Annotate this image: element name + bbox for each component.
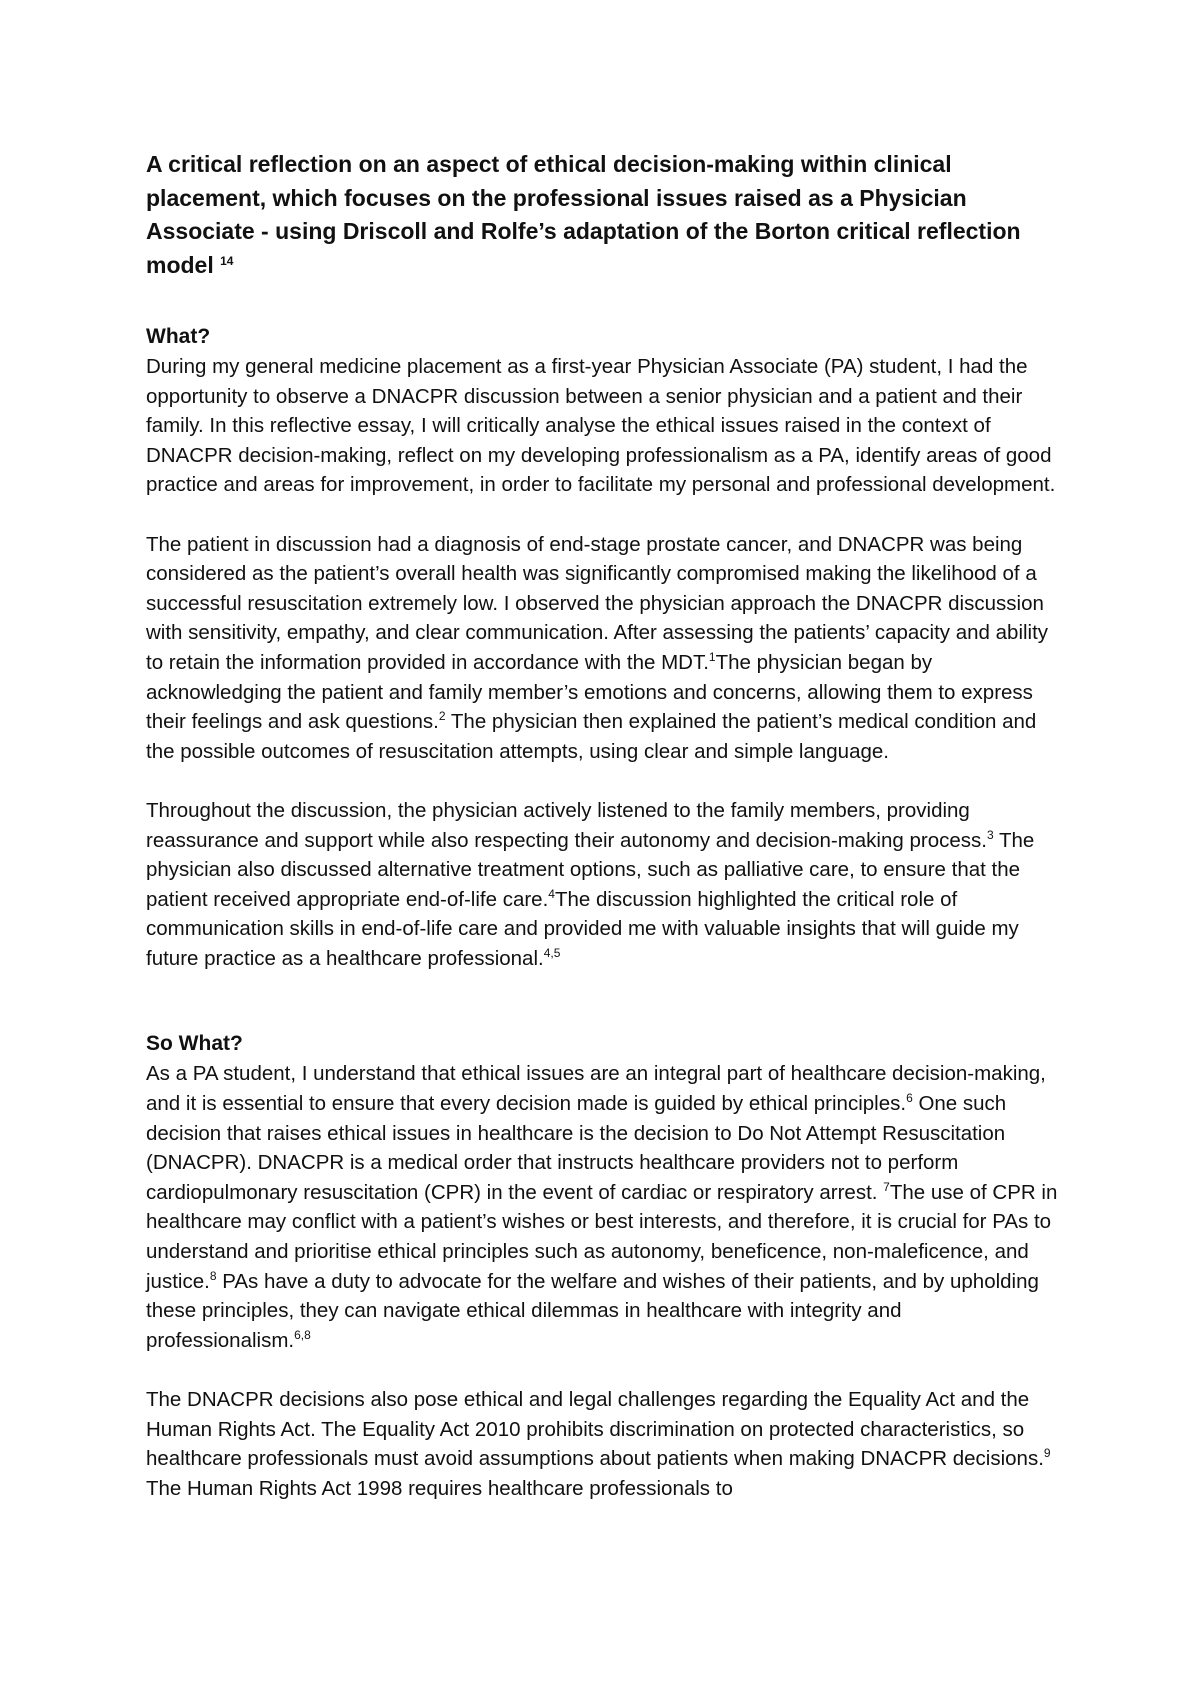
body-paragraph	[146, 530, 1070, 767]
paragraph-text: During my general medicine placement as a first-year Physician Associate (PA) student, I had the opportunity to observe a DNACPR discussion between a senior physician and a patient and their family. In this reflective essay, I will critically analyse the ethical issues raised in the context of DNACPR decision-making, reflect on my developing professionalism as a PA, identify areas of good practice and areas for improvement, in order to facilitate my personal and professional development.	[146, 355, 1056, 497]
section-heading: So What?	[146, 1032, 243, 1056]
paragraph-text: The DNACPR decisions also pose ethical and legal challenges regarding the Equality Act and the Human Rights Act. The Equality Act 2010 prohibits discrimination on protected characteristics, so healthcare professionals must avoid assumptions about patients when making DNACPR decisions.	[146, 1388, 1044, 1471]
reference-superscript: 7	[883, 1179, 890, 1194]
paragraph-text: The patient in discussion had a diagnosis of end-stage prostate cancer, and DNACPR was being considered as the patient’s overall health was significantly compromised making the likelihood of a successful resuscitation extremely low. I observed the physician approach the DNACPR discussion with sensitivity, empathy, and clear communication. After assessing the patients’ capacity and ability to retain the information provided in accordance with the MDT.	[146, 532, 1049, 674]
paragraph-text: The discussion highlighted the critical role of communication skills in end-of-life care and provided me with valuable insights that will guide my future practice as a healthcare professional.	[146, 887, 1019, 970]
reference-superscript: 6	[906, 1091, 913, 1106]
reference-superscript: 1	[708, 649, 716, 664]
document-page	[146, 148, 1070, 1503]
paragraph-text: One such decision that raises ethical issues in healthcare is the decision to Do Not Attempt Resuscitation (DNACPR). DNACPR is a medical order that instructs healthcare providers not to perform cardiopulmonary resuscitation (CPR) in the event of cardiac or respiratory arrest.	[146, 1092, 1007, 1204]
body-paragraph	[146, 796, 1070, 974]
paragraph-text: The physician began by acknowledging the patient and family member’s emotions and concerns, allowing them to express their feelings and ask questions.	[146, 650, 1033, 734]
body-paragraph	[146, 1385, 1070, 1503]
document-body	[146, 322, 1070, 1503]
reference-superscript: 4	[548, 886, 555, 901]
reference-superscript: 6,8	[294, 1327, 311, 1342]
paragraph-text: The Human Rights Act 1998 requires healthcare professionals to	[146, 1476, 733, 1500]
reference-superscript: 8	[209, 1268, 217, 1283]
reference-superscript: 3	[986, 827, 994, 842]
paragraph-text: The physician also discussed alternative treatment options, such as palliative care, to ensure that the patient received appropriate end-of-life care.	[146, 828, 1035, 911]
paragraph-text: The use of CPR in healthcare may conflict with a patient’s wishes or best interests, and therefore, it is crucial for PAs to understand and prioritise ethical principles such as autonomy, beneficence, non-maleficence, and justice.	[146, 1180, 1058, 1293]
document-title-text: A critical reflection on an aspect of ethical decision-making within clinical placement, which focuses on the professional issues raised as a Physician Associate - using Driscoll and Rolfe’s adaptation of the Borton critical reflection model	[146, 151, 1021, 278]
reference-superscript: 2	[438, 709, 446, 724]
title-reference: 14	[220, 253, 234, 268]
paragraph-text: The physician then explained the patient’s medical condition and the possible outcomes of resuscitation attempts, using clear and simple language.	[146, 710, 1037, 763]
paragraph-text: Throughout the discussion, the physician actively listened to the family members, providing reassurance and support while also respecting their autonomy and decision-making process.	[146, 798, 987, 852]
document-title	[146, 148, 1070, 282]
section-heading: What?	[146, 325, 211, 348]
body-paragraph	[146, 352, 1070, 500]
body-paragraph	[146, 1059, 1070, 1355]
paragraph-text: PAs have a duty to advocate for the welfare and wishes of their patients, and by upholding these principles, they can navigate ethical dilemmas in healthcare with integrity and professionalism.	[146, 1269, 1039, 1352]
reference-superscript: 4,5	[543, 945, 561, 960]
paragraph-text: As a PA student, I understand that ethical issues are an integral part of healthcare decision-making, and it is essential to ensure that every decision made is guided by ethical principles.	[146, 1062, 1046, 1116]
reference-superscript: 9	[1043, 1446, 1051, 1461]
